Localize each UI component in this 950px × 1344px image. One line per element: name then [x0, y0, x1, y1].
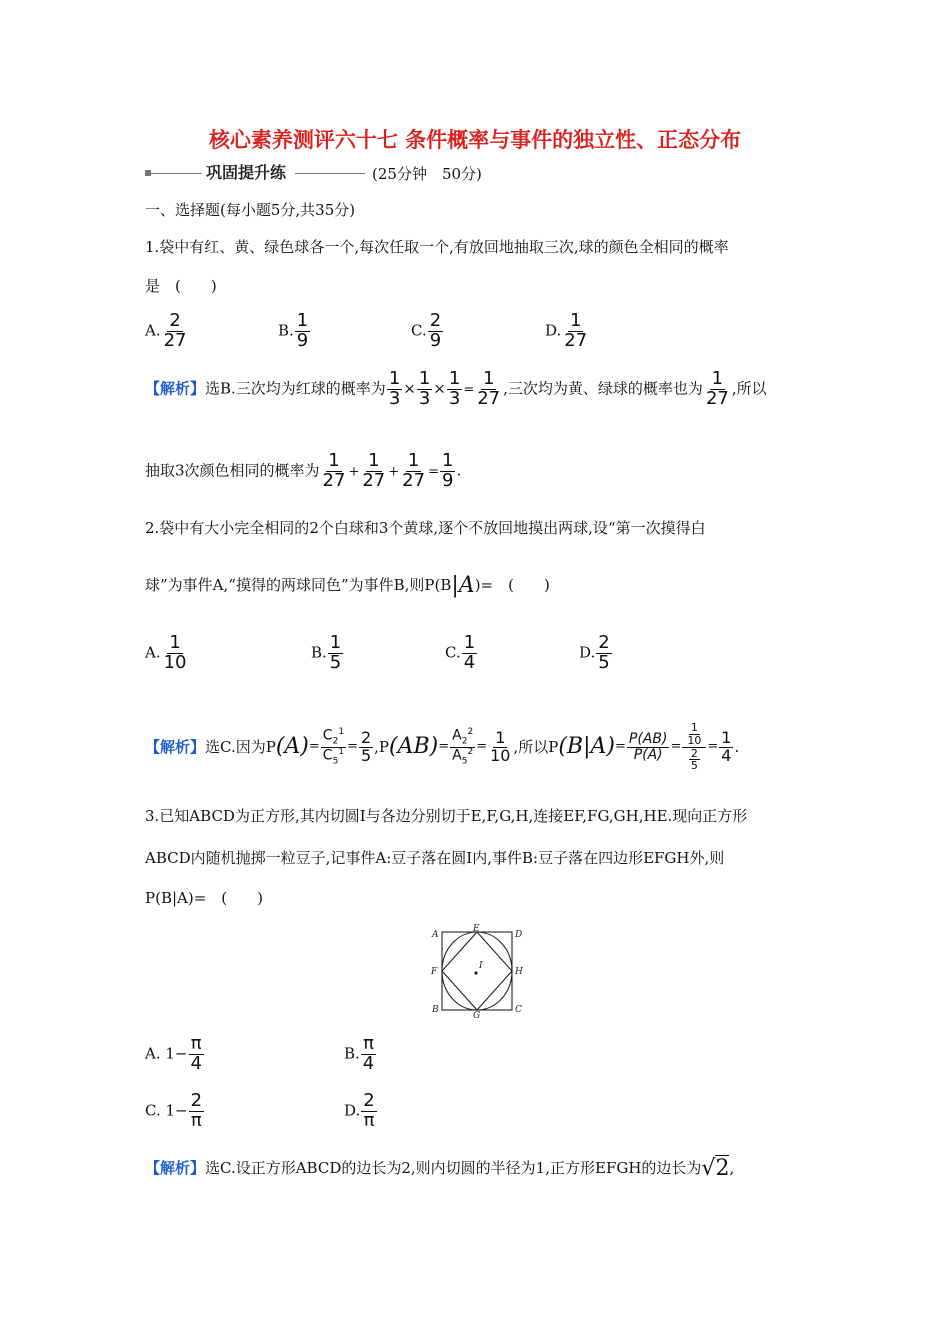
label-f: F: [431, 967, 438, 977]
q3-analysis: 【解析】选C.设正方形ABCD的边长为2,则内切圆的半径为1,正方形EFGH的边长为√2,: [145, 1156, 735, 1181]
square-circle-figure: [425, 923, 530, 1018]
page-title: 核心素养测评六十七 条件概率与事件的独立性、正态分布: [208, 128, 742, 152]
label-i: I: [479, 961, 483, 971]
q1-option-a: A. $\frac{2}{27}$: [145, 310, 187, 351]
q3-option-c: C. 1− $\frac{2}{\pi}$: [145, 1090, 203, 1131]
section-time: (25分钟 50分): [372, 165, 482, 183]
label-e: E: [473, 924, 480, 934]
q2-option-c: C. $\frac{1}{4}$: [445, 632, 476, 673]
q1-option-d: D. $\frac{1}{27}$: [545, 310, 588, 351]
q1-stem: 1.袋中有红、黄、绿色球各一个,每次任取一个,有放回地抽取三次,球的颜色全相同的概率: [145, 238, 729, 256]
part-heading: 一、选择题(每小题5分,共35分): [145, 201, 356, 219]
label-b: B: [432, 1005, 439, 1015]
label-a: A: [432, 930, 439, 940]
q1-analysis-2: 抽取3次颜色相同的概率为 $\frac{1}{27}$ + $\frac{1}{27}$ + $\frac{1}{27}$ = $\frac{1}{9}$ .: [145, 450, 462, 491]
q3-stem-2: ABCD内随机抛掷一粒豆子,记事件A:豆子落在圆I内,事件B:豆子落在四边形EFGH外,则: [145, 849, 725, 867]
q3-stem: 3.已知ABCD为正方形,其内切圆I与各边分别切于E,F,G,H,连接EF,FG,GH,HE.现向正方形: [145, 807, 748, 825]
label-c: C: [515, 1005, 522, 1015]
q1-analysis: 【解析】选B.三次均为红球的概率为 $\frac{1}{3}$ × $\frac{1}{3}$ × $\frac{1}{3}$ = $\frac{1}{27}$ ,三次均为黄、绿球的概率也为 $\frac{1}{27}$ ,所以: [145, 368, 767, 409]
label-d: D: [515, 930, 523, 940]
label-g: G: [473, 1011, 481, 1018]
q2-stem-2: 球”为事件A,“摸得的两球同色”为事件B,则P(B|A)= ( ): [145, 573, 550, 598]
section-label: 巩固提升练: [202, 160, 290, 183]
q1-stem-2: 是 ( ): [145, 277, 217, 295]
label-h: H: [515, 967, 523, 977]
q2-option-d: D. $\frac{2}{5}$: [579, 632, 610, 673]
q3-option-a: A. 1− $\frac{\pi}{4}$: [145, 1033, 202, 1074]
q2-stem: 2.袋中有大小完全相同的2个白球和3个黄球,逐个不放回地摸出两球,设“第一次摸得白: [145, 519, 706, 537]
q2-option-a: A. $\frac{1}{10}$: [145, 632, 187, 673]
q1-option-c: C. $\frac{2}{9}$: [411, 310, 442, 351]
q2-analysis: 【解析】 选C.因为P (A) = $\frac{C_2^1}{C_5^1}$ = $\frac{2}{5}$ , P (AB) = $\frac{A_2^2}{A_5^2}$ = $\frac{1}{10}$ , 所以P (B|A) = $\frac{P(AB)}{P(A)}$ = $\frac{\frac{1}{10}}{\frac{2}{5}}$ = $\frac{1}{4}$ .: [145, 721, 740, 773]
q3-option-d: D. $\frac{2}{\pi}$: [344, 1090, 375, 1131]
q3-stem-3: P(B|A)= ( ): [145, 889, 263, 907]
q3-option-b: B. $\frac{\pi}{4}$: [344, 1033, 375, 1074]
q1-option-b: B. $\frac{1}{9}$: [278, 310, 309, 351]
q2-option-b: B. $\frac{1}{5}$: [311, 632, 342, 673]
